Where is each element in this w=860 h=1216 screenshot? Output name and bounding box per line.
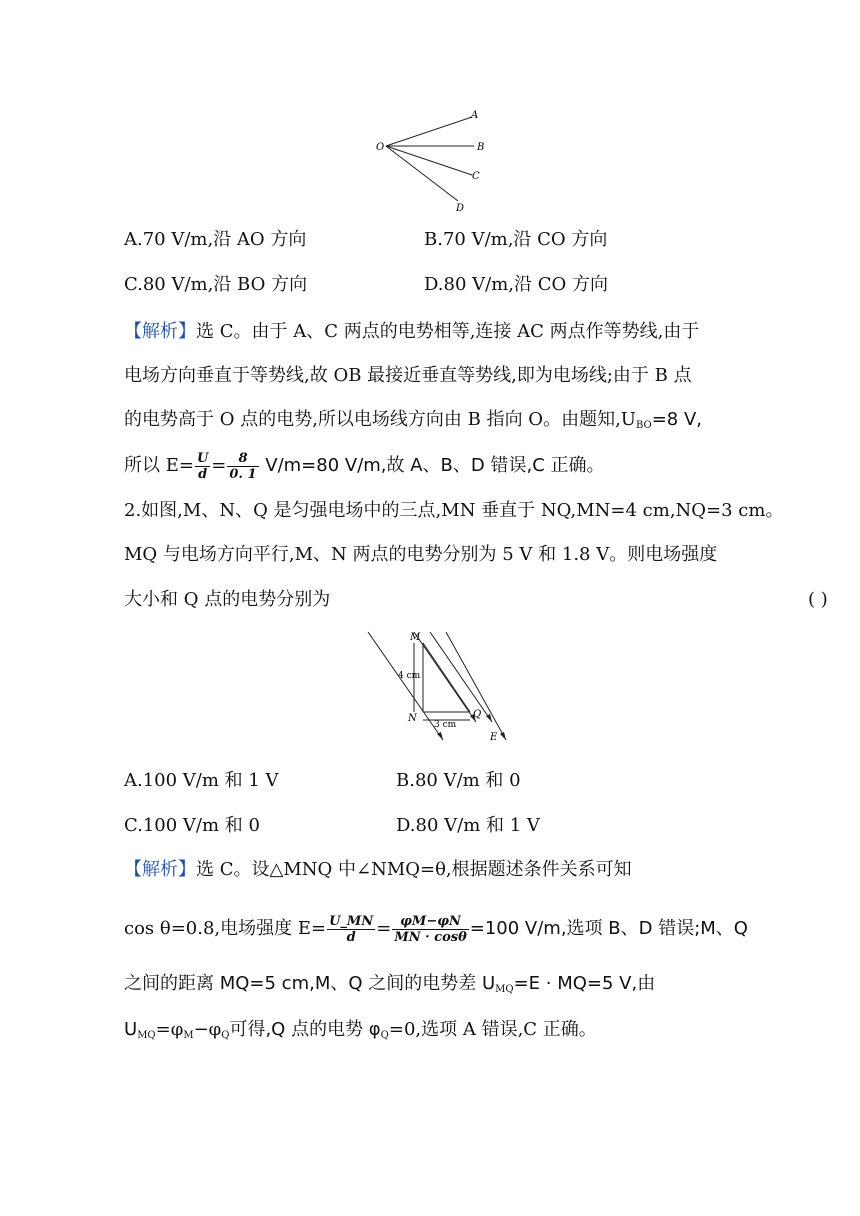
frac-denominator: d [346,929,356,945]
subscript: MQ [137,1030,156,1041]
analysis-text: 可得,Q 点的电势 φ [229,1019,381,1040]
q2-option-b[interactable]: B.80 V/m 和 0 [396,770,521,791]
frac-denominator: 0. 1 [229,466,257,482]
q2-stem-line-1: 2.如图,M、N、Q 是匀强电场中的三点,MN 垂直于 NQ,MN=4 cm,NQ=3 cm。 [124,500,784,521]
frac-numerator: U [196,450,209,466]
fraction-8-over-0-1 [227,451,258,482]
analysis-text: 选 C。设△MNQ 中∠NMQ=θ,根据题述条件关系可知 [196,859,632,880]
fraction-umn-over-d [327,914,375,945]
analysis-text: V/m=80 V/m,故 A、B、D 错误,C 正确。 [259,455,605,476]
q1-analysis-line-4 [124,446,605,486]
fraction-u-over-d [195,451,210,482]
equals: = [211,455,227,476]
subscript: Q [221,1030,230,1041]
analysis-text: =100 V/m,选项 B、D 错误;M、Q [469,918,748,939]
frac-numerator: 8 [227,451,258,467]
q1-option-b[interactable]: B.70 V/m,沿 CO 方向 [424,229,608,250]
q2-stem-line-2: MQ 与电场方向平行,M、N 两点的电势分别为 5 V 和 1.8 V。则电场强度 [124,544,718,565]
analysis-text: −φ [193,1019,222,1040]
point-A-label: A [471,110,479,121]
analysis-text: =0,选项 A 错误,C 正确。 [388,1019,597,1040]
q2-analysis-line-2 [124,908,748,950]
q1-option-c[interactable]: C.80 V/m,沿 BO 方向 [124,274,308,295]
subscript: M [183,1030,194,1041]
equals: = [376,918,392,939]
analysis-tag: 【解析】 [124,321,196,342]
mn-length-label: 4 cm [398,671,421,681]
q2-analysis-line-1 [124,856,632,884]
q2-analysis-line-4 [124,1016,597,1050]
field-E-label: E [490,732,498,743]
analysis-text: U [124,1019,138,1040]
frac-denominator: MN · cosθ [394,929,467,945]
q2-analysis-line-3 [124,970,655,1004]
q1-option-d[interactable]: D.80 V/m,沿 CO 方向 [424,274,608,295]
q1-analysis-line-3 [124,406,702,440]
frac-numerator: φM−φN [392,914,468,930]
point-M-label: M [410,632,421,643]
analysis-text: cos θ=0.8,电场强度 E= [124,918,327,939]
point-Q-label: Q [473,709,482,720]
subscript: Q [380,1030,389,1041]
nq-length-label: 3 cm [434,720,457,730]
q2-option-a[interactable]: A.100 V/m 和 1 V [124,770,279,791]
analysis-text: 之间的距离 MQ=5 cm,M、Q 之间的电势差 U [124,973,496,994]
q2-stem-line-3: 大小和 Q 点的电势分别为 [124,589,331,610]
subscript: MQ [495,984,514,995]
triangle-field-figure [360,626,520,746]
analysis-text: =E · MQ=5 V,由 [513,973,656,994]
point-B-label: B [477,142,485,153]
analysis-text: 所以 E= [124,455,194,476]
point-O-label: O [376,142,385,153]
frac-denominator: d [198,466,208,482]
fraction-phi-diff-over-mn-cos [392,914,468,945]
analysis-text: =8 V, [651,409,702,430]
q2-option-d[interactable]: D.80 V/m 和 1 V [396,815,540,836]
q1-option-a[interactable]: A.70 V/m,沿 AO 方向 [124,229,307,250]
q1-analysis-line-1 [124,318,699,346]
answer-paren: ( ) [808,589,828,610]
q1-analysis-line-2: 电场方向垂直于等势线,故 OB 最接近垂直等势线,即为电场线;由于 B 点 [124,365,692,386]
q2-option-c[interactable]: C.100 V/m 和 0 [124,815,260,836]
frac-numerator: U_MN [329,913,374,929]
point-C-label: C [472,171,480,182]
analysis-text: 的电势高于 O 点的电势,所以电场线方向由 B 指向 O。由题知,U [124,409,636,430]
subscript: BO [635,420,652,431]
analysis-tag: 【解析】 [124,859,196,880]
analysis-text: =φ [155,1019,184,1040]
point-D-label: D [456,203,465,214]
rays-figure [370,105,495,217]
point-N-label: N [408,713,417,724]
analysis-text: 选 C。由于 A、C 两点的电势相等,连接 AC 两点作等势线,由于 [196,321,700,342]
